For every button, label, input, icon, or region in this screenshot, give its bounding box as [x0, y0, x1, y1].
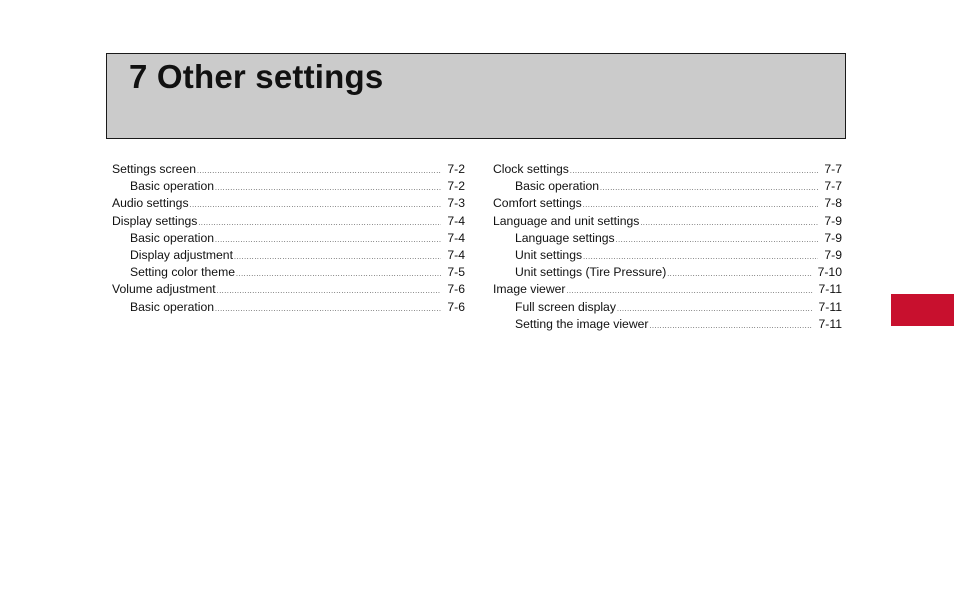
toc-entry-page: 7-6	[447, 282, 465, 297]
toc-entry-page: 7-9	[824, 230, 842, 245]
toc-leader-dots	[190, 197, 442, 214]
toc-entry-page: 7-2	[447, 179, 465, 194]
chapter-title: 7 Other settings	[129, 58, 384, 95]
toc-entry[interactable]	[493, 247, 842, 264]
toc-entry-page: 7-10	[817, 265, 842, 280]
toc-entry-label: Setting the image viewer	[515, 316, 649, 331]
toc-leader-dots	[234, 249, 441, 266]
toc-entry[interactable]	[112, 230, 465, 247]
toc-leader-dots	[667, 266, 811, 283]
toc-leader-dots	[600, 180, 818, 197]
toc-entry[interactable]	[112, 247, 465, 264]
toc-entry[interactable]	[493, 178, 842, 195]
toc-entry-label: Comfort settings	[493, 196, 582, 211]
toc-entry[interactable]	[112, 299, 465, 316]
toc-entry-label: Setting color theme	[130, 265, 236, 280]
toc-entry-label: Language settings	[515, 230, 615, 245]
toc-entry-page: 7-11	[818, 316, 842, 331]
toc-entry-page: 7-11	[818, 282, 842, 297]
toc-entry[interactable]	[493, 316, 842, 333]
toc-leader-dots	[640, 215, 818, 232]
toc-entry[interactable]	[493, 299, 842, 316]
toc-entry[interactable]	[112, 161, 465, 178]
toc-entry[interactable]	[112, 213, 465, 230]
toc-entry-label: Unit settings	[515, 247, 583, 262]
toc-entry[interactable]	[493, 264, 842, 281]
toc-leader-dots	[616, 232, 819, 249]
toc-entry-page: 7-7	[824, 179, 842, 194]
toc-entry-label: Basic operation	[130, 299, 215, 314]
toc-entry-label: Image viewer	[493, 282, 566, 297]
toc-entry-page: 7-3	[447, 196, 465, 211]
toc-leader-dots	[217, 283, 442, 300]
toc-entry-page: 7-11	[818, 299, 842, 314]
toc-leader-dots	[649, 318, 812, 335]
toc-leader-dots	[215, 180, 441, 197]
toc-entry-label: Clock settings	[493, 162, 569, 176]
toc-entry-label: Display settings	[112, 213, 198, 228]
toc-entry-page: 7-2	[447, 162, 465, 176]
toc-entry-page: 7-5	[447, 265, 465, 280]
toc-entry[interactable]	[493, 195, 842, 212]
toc-leader-dots	[215, 301, 441, 318]
toc-entry-label: Volume adjustment	[112, 282, 216, 297]
toc-leader-dots	[198, 215, 441, 232]
toc-entry-label: Settings screen	[112, 162, 197, 176]
toc-entry[interactable]	[493, 161, 842, 178]
toc-entry-page: 7-6	[447, 299, 465, 314]
toc-entry-page: 7-8	[824, 196, 842, 211]
toc-entry-page: 7-9	[824, 247, 842, 262]
toc-entry-label: Basic operation	[515, 179, 600, 194]
chapter-section-tab	[891, 294, 954, 326]
toc-entry[interactable]	[493, 281, 842, 298]
toc-entry-label: Basic operation	[130, 179, 215, 194]
toc-entry-label: Full screen display	[515, 299, 616, 314]
toc-entry-page: 7-9	[824, 213, 842, 228]
toc-entry-page: 7-7	[824, 162, 842, 176]
toc-entry-label: Basic operation	[130, 230, 215, 245]
toc-entry[interactable]	[493, 230, 842, 247]
toc-entry-page: 7-4	[447, 247, 465, 262]
toc-entry[interactable]	[112, 264, 465, 281]
toc-entry[interactable]	[112, 195, 465, 212]
toc-entry-label: Language and unit settings	[493, 213, 640, 228]
chapter-header	[106, 53, 846, 139]
toc-leader-dots	[215, 232, 441, 249]
toc-entry-label: Display adjustment	[130, 247, 233, 262]
toc-entry-page: 7-4	[447, 213, 465, 228]
toc-entry-label: Unit settings (Tire Pressure)	[515, 265, 667, 280]
toc-leader-dots	[197, 163, 441, 180]
toc-entry-page: 7-4	[447, 230, 465, 245]
toc-leader-dots	[570, 163, 819, 180]
toc-entry-label: Audio settings	[112, 196, 189, 211]
toc-entry[interactable]	[493, 213, 842, 230]
toc-column-right	[493, 161, 842, 333]
toc-entry[interactable]	[112, 281, 465, 298]
toc-entry[interactable]	[112, 178, 465, 195]
toc-leader-dots	[236, 266, 441, 283]
toc-column-left	[112, 161, 465, 316]
